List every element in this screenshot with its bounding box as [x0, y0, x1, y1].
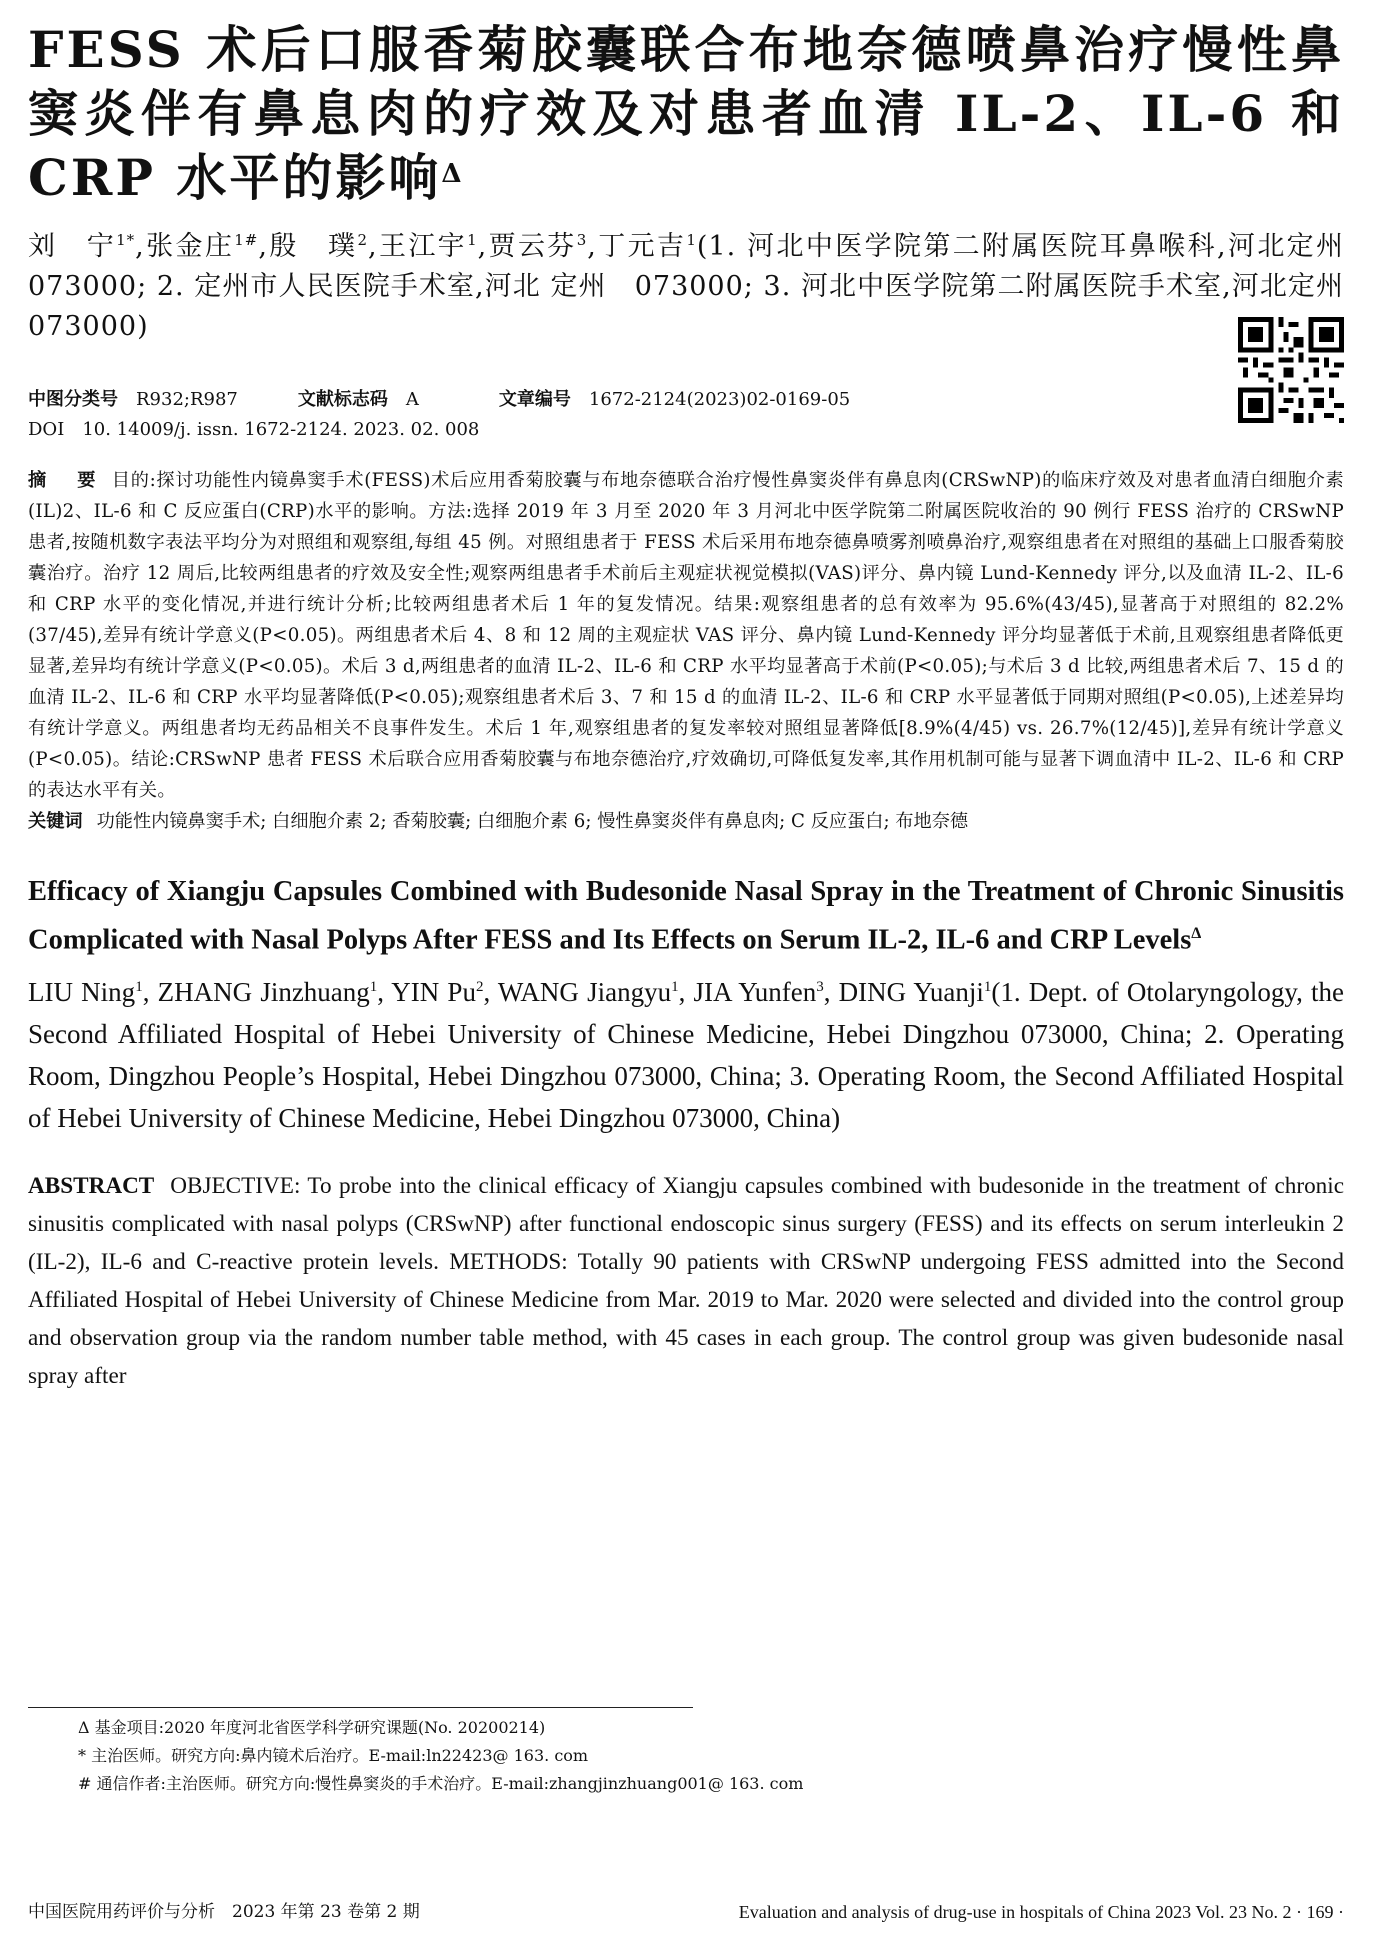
footnote-corresponding-author: # 通信作者:主治医师。研究方向:慢性鼻窦炎的手术治疗。E-mail:zhangjinzhuang001@ 163. com [78, 1774, 804, 1793]
author: 刘 宁$^{1*}$ [28, 231, 136, 262]
english-abstract-text: OBJECTIVE: To probe into the clinical efficacy of Xiangju capsules combined with budesonide in the treatment of chronic sinusitis complicated with nasal polyps (CRSwNP) after functional endoscopic sinus surgery (FESS) and its effects on serum interleukin 2 (IL-2), IL-6 and C-reactive protein levels. METHODS: Totally 90 patients with CRSwNP undergoing FESS admitted into the Second Affiliated Hospital of Hebei University of Chinese Medicine from Mar. 2019 to Mar. 2020 were selected and divided into the control group and observation group via the random number table method, with 45 cases in each group. The control group was given budesonide nasal spray after [28, 1172, 1344, 1389]
footnote-first-author: * 主治医师。研究方向:鼻内镜术后治疗。E-mail:ln22423@ 163. com [78, 1746, 589, 1765]
author: WANG Jiangyu$^1$ [497, 976, 679, 1007]
classification-line: 中图分类号 R932;R987 文献标志码 A 文章编号 1672-2124(2023)02-0169-05 [28, 389, 851, 410]
author: 贾云芬$^3$ [487, 231, 588, 262]
abstract-label: 摘 要 [28, 470, 102, 491]
doi-line: DOI 10. 14009/j. issn. 1672-2124. 2023. 02. 008 [28, 419, 480, 440]
footer-journal-en: Evaluation and analysis of drug-use in hospitals of China 2023 Vol. 23 No. 2 · 169 · [738, 1902, 1344, 1922]
article-metadata [28, 357, 1344, 447]
chinese-keywords [28, 806, 1344, 837]
chinese-abstract [28, 465, 1344, 806]
abstract-label: ABSTRACT [28, 1172, 155, 1199]
title-fund-mark: Δ [441, 159, 465, 189]
author: 丁元吉$^1$ [596, 231, 697, 262]
keywords-label: 关键词 [28, 811, 83, 832]
author: LIU Ning$^1$ [28, 976, 143, 1007]
footnotes [78, 1714, 803, 1798]
keywords-text: 功能性内镜鼻窦手术; 白细胞介素 2; 香菊胶囊; 白细胞介素 6; 慢性鼻窦炎伴有鼻息肉; C 反应蛋白; 布地奈德 [96, 811, 969, 832]
chinese-affiliations: (1. 河北中医学院第二附属医院耳鼻喉科,河北定州 073000; 2. 定州市人民医院手术室,河北 定州 073000; 3. 河北中医学院第二附属医院手术室,河北定州 073000) [28, 231, 1373, 342]
title-fund-mark: Δ [1191, 925, 1202, 942]
article-page [28, 18, 1373, 1395]
author: 殷 璞$^2$ [267, 231, 368, 262]
author: 王江宇$^1$ [377, 231, 478, 262]
english-title: Efficacy of Xiangju Capsules Combined with Budesonide Nasal Spray in the Treatment of Chronic Sinusitis Complicated with Nasal Polyps After FESS and Its Effects on Serum IL-2, IL-6 and CRP Levels$^\Delta$ [28, 876, 1344, 956]
qr-code-icon[interactable] [1238, 317, 1344, 423]
author: DING Yuanji$^1$ [838, 976, 992, 1007]
chinese-title: FESS 术后口服香菊胶囊联合布地奈德喷鼻治疗慢性鼻窦炎伴有鼻息肉的疗效及对患者血清 IL-2、IL-6 和 CRP 水平的影响$^\Delta$ [28, 20, 1344, 207]
footnote-divider [28, 1707, 693, 1708]
author: 张金庄$^{1\#}$ [144, 231, 259, 262]
footnote-fund: Δ 基金项目:2020 年度河北省医学科学研究课题(No. 20200214) [78, 1718, 546, 1737]
english-affiliations: (1. Dept. of Otolaryngology, the Second Affiliated Hospital of Hebei University of Chinese Medicine, Hebei Dingzhou 073000, China; 2. Operating Room, Dingzhou People’s Hospital, Hebei Dingzhou 073000, China; 3. Operating Room, the Second Affiliated Hospital of Hebei University of Chinese Medicine, Hebei Dingzhou 073000, China) [28, 976, 1345, 1133]
chinese-abstract-text: 目的:探讨功能性内镜鼻窦手术(FESS)术后应用香菊胶囊与布地奈德联合治疗慢性鼻窦炎伴有鼻息肉(CRSwNP)的临床疗效及对患者血清白细胞介素(IL)2、IL-6 和 C 反应蛋白(CRP)水平的影响。方法:选择 2019 年 3 月至 2020 年 3 月河北中医学院第二附属医院收治的 90 例行 FESS 治疗的 CRSwNP 患者,按随机数字表法平均分为对照组和观察组,每组 45 例。对照组患者于 FESS 术后采用布地奈德鼻喷雾剂喷鼻治疗,观察组患者在对照组的基础上口服香菊胶囊治疗。治疗 12 周后,比较两组患者的疗效及安全性;观察两组患者手术前后主观症状视觉模拟(VAS)评分、鼻内镜 Lund-Kennedy 评分,以及血清 IL-2、IL-6 和 CRP 水平的变化情况,并进行统计分析;比较两组患者术后 1 年的复发情况。结果:观察组患者的总有效率为 95.6%(43/45),显著高于对照组的 82.2%(37/45),差异有统计学意义(P<0.05)。两组患者术后 4、8 和 12 周的主观症状 VAS 评分、鼻内镜 Lund-Kennedy 评分均显著低于术前,且观察组患者降低更显著,差异均有统计学意义(P<0.05)。术后 3 d,两组患者的血清 IL-2、IL-6 和 CRP 水平均显著高于术前(P<0.05);与术后 3 d 比较,两组患者术后 7、15 d 的血清 IL-2、IL-6 和 CRP 水平均显著降低(P<0.05);观察组患者术后 3、7 和 15 d 的血清 IL-2、IL-6 和 CRP 水平显著低于同期对照组(P<0.05),上述差异均有统计学意义。两组患者均无药品相关不良事件发生。术后 1 年,观察组患者的复发率较对照组显著降低[8.9%(4/45) vs. 26.7%(12/45)],差异有统计学意义(P<0.05)。结论:CRSwNP 患者 FESS 术后联合应用香菊胶囊与布地奈德治疗,疗效确切,可降低复发率,其作用机制可能与显著下调血清中 IL-2、IL-6 和 CRP 的表达水平有关。 [28, 470, 1344, 801]
author: JIA Yunfen$^3$ [693, 976, 824, 1007]
chinese-authors: 刘 宁$^{1*}$,张金庄$^{1\#}$,殷 璞$^2$,王江宇$^1$,贾云芬$^3$,丁元吉$^1$(1. 河北中医学院第二附属医院耳鼻喉科,河北定州 073000; 2. 定州市人民医院手术室,河北 定州 073000; 3. 河北中医学院第二附属医院手术室,河北定州 073000) [28, 231, 1373, 342]
author: YIN Pu$^2$ [391, 976, 484, 1007]
footer-journal-cn: 中国医院用药评价与分析 2023 年第 23 卷第 2 期 [28, 1902, 420, 1922]
english-abstract [28, 1167, 1344, 1395]
author: ZHANG Jinzhuang$^1$ [157, 976, 378, 1007]
english-authors: LIU Ning$^1$, ZHANG Jinzhuang$^1$, YIN Pu$^2$, WANG Jiangyu$^1$, JIA Yunfen$^3$, DING Yuanji$^1$(1. Dept. of Otolaryngology, the Second Affiliated Hospital of Hebei University of Chinese Medicine, Hebei Dingzhou 073000, China; 2. Operating Room, Dingzhou People’s Hospital, Hebei Dingzhou 073000, China; 3. Operating Room, the Second Affiliated Hospital of Hebei University of Chinese Medicine, Hebei Dingzhou 073000, China) [28, 976, 1345, 1133]
